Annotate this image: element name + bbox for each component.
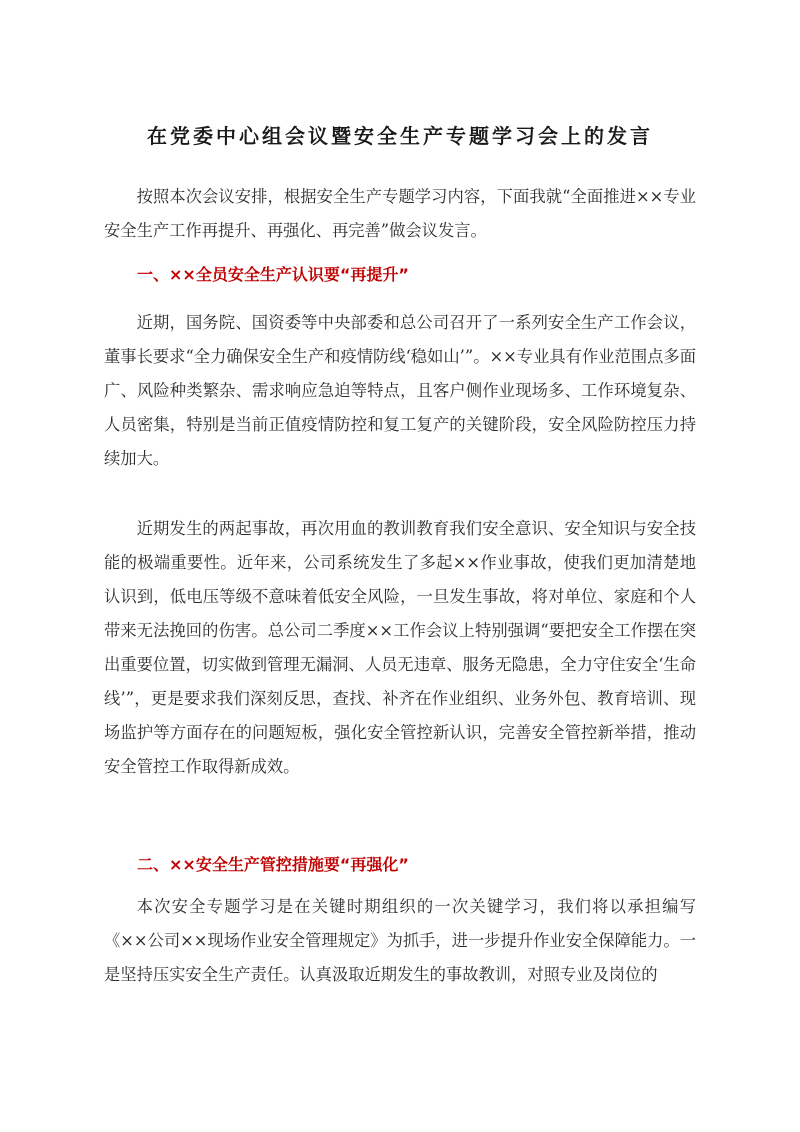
section-2-heading: 二、××安全生产管控措施要“再强化” [137, 855, 409, 874]
intro-paragraph: 按照本次会议安排，根据安全生产专题学习内容，下面我就“全面推进××专业安全生产工作再提升、再强化、再完善”做会议发言。 [104, 187, 696, 240]
section-1-paragraph-2: 近期发生的两起事故，再次用血的教训教育我们安全意识、安全知识与安全技能的极端重要性。近年来，公司系统发生了多起××作业事故，使我们更加清楚地认识到，低电压等级不意味着低安全风险，一旦发生事故，将对单位、家庭和个人带来无法挽回的伤害。总公司二季度××工作会议上特别强调“要把安全工作摆在突出重要位置，切实做到管理无漏洞、人员无违章、服务无隐患，全力守住安全‘生命线’”，更是要求我们深刻反思，查找、补齐在作业组织、业务外包、教育培训、现场监护等方面存在的问题短板，强化安全管控新认识，完善安全管控新举措，推动安全管控工作取得新成效。 [104, 519, 696, 776]
section-2-paragraph-1: 本次安全专题学习是在关键时期组织的一次关键学习，我们将以承担编写《××公司××现场作业安全管理规定》为抓手，进一步提升作业安全保障能力。一是坚持压实安全生产责任。认真汲取近期发生的事故教训，对照专业及岗位的 [104, 897, 696, 984]
document-title: 在党委中心组会议暨安全生产专题学习会上的发言 [147, 124, 653, 148]
section-1-paragraph-1: 近期，国务院、国资委等中央部委和总公司召开了一系列安全生产工作会议，董事长要求“全力确保安全生产和疫情防线‘稳如山’”。××专业具有作业范围点多面广、风险种类繁杂、需求响应急迫等特点，且客户侧作业现场多、工作环境复杂、人员密集，特别是当前正值疫情防控和复工复产的关键阶段，安全风险防控压力持续加大。 [104, 313, 696, 468]
section-1-heading: 一、××全员安全生产认识要“再提升” [137, 265, 409, 284]
